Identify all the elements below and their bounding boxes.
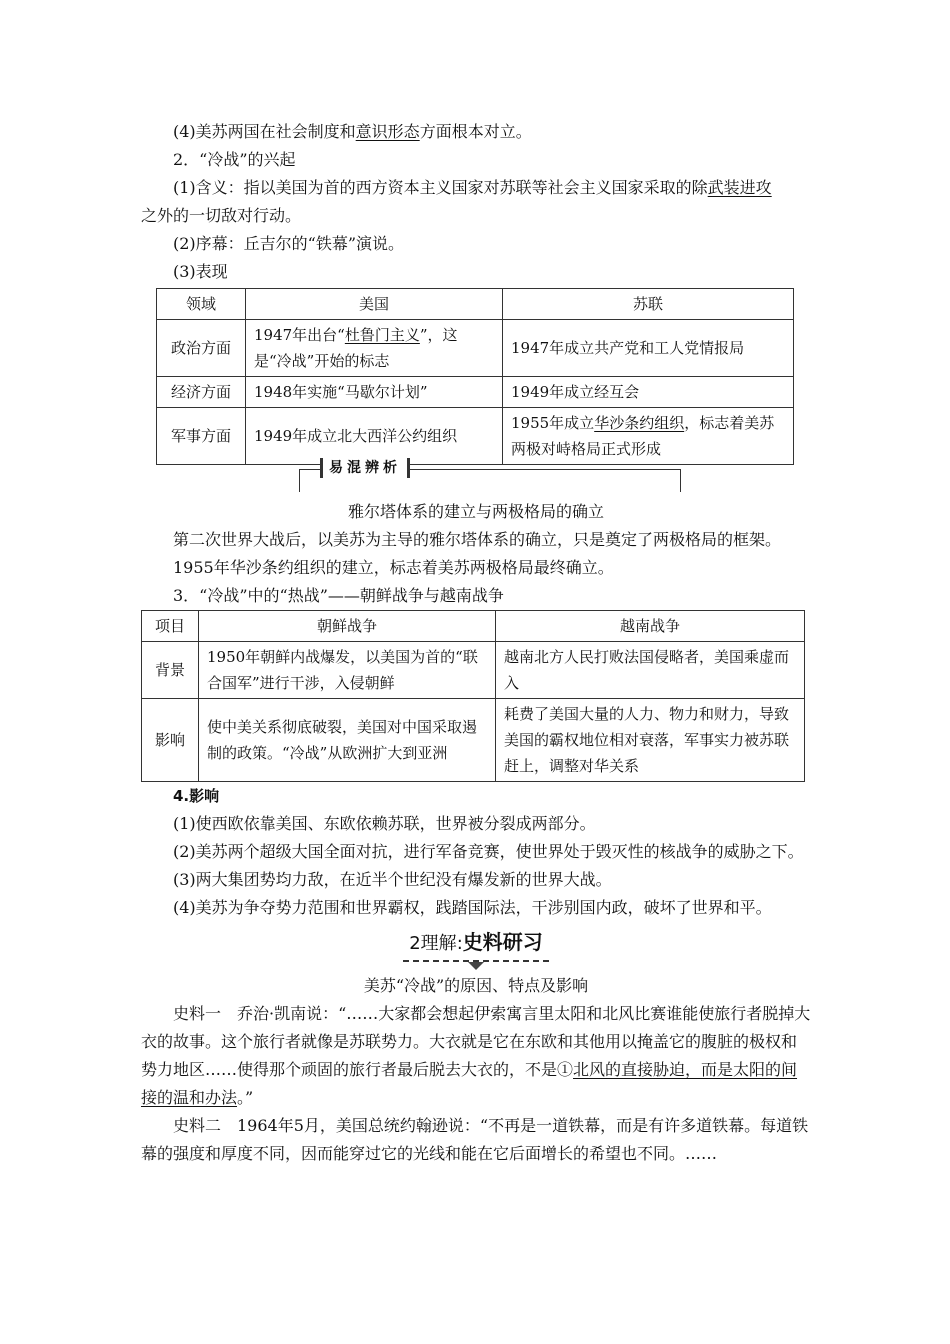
section-title xyxy=(403,928,549,962)
heading-hot-war: 3．“冷战”中的“热战”——朝鲜战争与越南战争 xyxy=(173,586,504,605)
effect-item: (4)美苏为争夺势力范围和世界霸权，践踏国际法，干涉别国内政，破坏了世界和平。 xyxy=(173,898,772,917)
paragraph-manifestation: (3)表现 xyxy=(173,262,228,281)
cell-ussr xyxy=(503,408,794,465)
paragraph-ideology xyxy=(141,118,811,146)
document-page xyxy=(141,118,811,1168)
cell-usa xyxy=(246,320,503,377)
source-two: 史料二 1964年5月，美国总统约翰逊说：“不再是一道铁幕，而是有许多道铁幕。每道铁幕的强度和厚度不同，因而能穿过它的光线和能在它后面增长的希望也不同。…… xyxy=(141,1116,809,1163)
underlined-term: 杜鲁门主义 xyxy=(344,326,420,344)
column-header: 苏联 xyxy=(503,289,794,320)
text: ”，这是“冷战”开始的标志 xyxy=(254,326,458,370)
underlined-term: 意识形态 xyxy=(355,122,420,141)
underlined-term: 武装进攻 xyxy=(707,178,772,197)
text: (4)美苏两国在社会制度和 xyxy=(173,122,356,141)
column-header: 领域 xyxy=(157,289,246,320)
cell-field: 政治方面 xyxy=(157,320,246,377)
cell-ussr xyxy=(503,320,794,377)
heading-effects: 4.影响 xyxy=(173,787,220,805)
underlined-quote: 北风的直接胁迫，而是太阳的间接的温和办法 xyxy=(141,1060,798,1107)
table-row xyxy=(142,699,805,782)
text: ，标志着美苏两极对峙格局正式形成 xyxy=(511,414,775,458)
tip-title: 雅尔塔体系的建立与两极格局的确立 xyxy=(347,502,604,521)
topic-title: 美苏“冷战”的原因、特点及影响 xyxy=(363,976,589,995)
cell-usa: 1948年实施“马歇尔计划” xyxy=(246,377,503,408)
table-row xyxy=(157,377,794,408)
paragraph-definition xyxy=(141,174,811,230)
cell-korea: 使中美关系彻底破裂，美国对中国采取遏制的政策。“冷战”从欧洲扩大到亚洲 xyxy=(199,699,496,782)
cell-field: 经济方面 xyxy=(157,377,246,408)
cell-vietnam: 越南北方人民打败法国侵略者，美国乘虚而入 xyxy=(496,642,805,699)
text: 1955年成立 xyxy=(511,414,595,432)
source-one xyxy=(141,1000,811,1112)
column-header: 项目 xyxy=(142,611,199,642)
effect-item: (2)美苏两个超级大国全面对抗，进行军备竞赛，使世界处于毁灭性的核战争的威胁之下。 xyxy=(173,842,804,861)
effect-item: (3)两大集团势均力敌，在近半个世纪没有爆发新的世界大战。 xyxy=(173,870,612,889)
cell-vietnam: 耗费了美国大量的人力、物力和财力，导致美国的霸权地位相对衰落，军事实力被苏联赶上，调整对华关系 xyxy=(496,699,805,782)
text: (1)含义：指以美国为首的西方资本主义国家对苏联等社会主义国家采取的除 xyxy=(173,178,708,197)
tip-body xyxy=(141,526,811,582)
section-header xyxy=(141,928,811,970)
text: 之外的一切敌对行动。 xyxy=(141,206,302,225)
tip-tag: 易混辨析 xyxy=(320,458,410,478)
section-number: 2理解 xyxy=(409,933,457,954)
section-name: 史料研习 xyxy=(462,930,543,954)
text: 史料一 乔治·凯南说：“……大家都会想起伊索寓言里太阳和北风比赛谁能使旅行者脱掉大衣的故事。这个旅行者就像是苏联势力。大衣就是它在东欧和其他用以掩盖它的腹脏的极权和势力地区……使得那个顽固的旅行者最后脱去大衣的，不是① xyxy=(141,1004,811,1079)
effect-item: (1)使西欧依靠美国、东欧依赖苏联，世界被分裂成两部分。 xyxy=(173,814,596,833)
hot-war-table xyxy=(141,610,805,782)
text: 1947年成立共产党和工人党情报局 xyxy=(511,339,745,357)
triangle-down-icon xyxy=(468,962,484,970)
table-row xyxy=(157,408,794,465)
underlined-term: 华沙条约组织 xyxy=(594,414,685,432)
paragraph-prelude: (2)序幕：丘吉尔的“铁幕”演说。 xyxy=(173,234,405,253)
cell-usa: 1949年成立北大西洋公约组织 xyxy=(246,408,503,465)
table-header-row xyxy=(157,289,794,320)
tip-label-box xyxy=(299,460,681,492)
heading-cold-war-rise: 2．“冷战”的兴起 xyxy=(173,150,296,169)
manifestation-table xyxy=(156,288,794,465)
column-header: 美国 xyxy=(246,289,503,320)
text: 第二次世界大战后，以美苏为主导的雅尔塔体系的确立，只是奠定了两极格局的框架。1955年华沙条约组织的建立，标志着美苏两极格局最终确立。 xyxy=(173,530,782,577)
table-row xyxy=(157,320,794,377)
column-header: 朝鲜战争 xyxy=(199,611,496,642)
text: 方面根本对立。 xyxy=(419,122,532,141)
table-header-row xyxy=(142,611,805,642)
cell-field: 军事方面 xyxy=(157,408,246,465)
cell-item: 影响 xyxy=(142,699,199,782)
column-header: 越南战争 xyxy=(496,611,805,642)
cell-korea: 1950年朝鲜内战爆发，以美国为首的“联合国军”进行干涉，入侵朝鲜 xyxy=(199,642,496,699)
text: : xyxy=(456,933,463,954)
cell-ussr: 1949年成立经互会 xyxy=(503,377,794,408)
text: 1947年出台“ xyxy=(254,326,345,344)
table-row xyxy=(142,642,805,699)
text: 。” xyxy=(237,1088,254,1107)
cell-item: 背景 xyxy=(142,642,199,699)
